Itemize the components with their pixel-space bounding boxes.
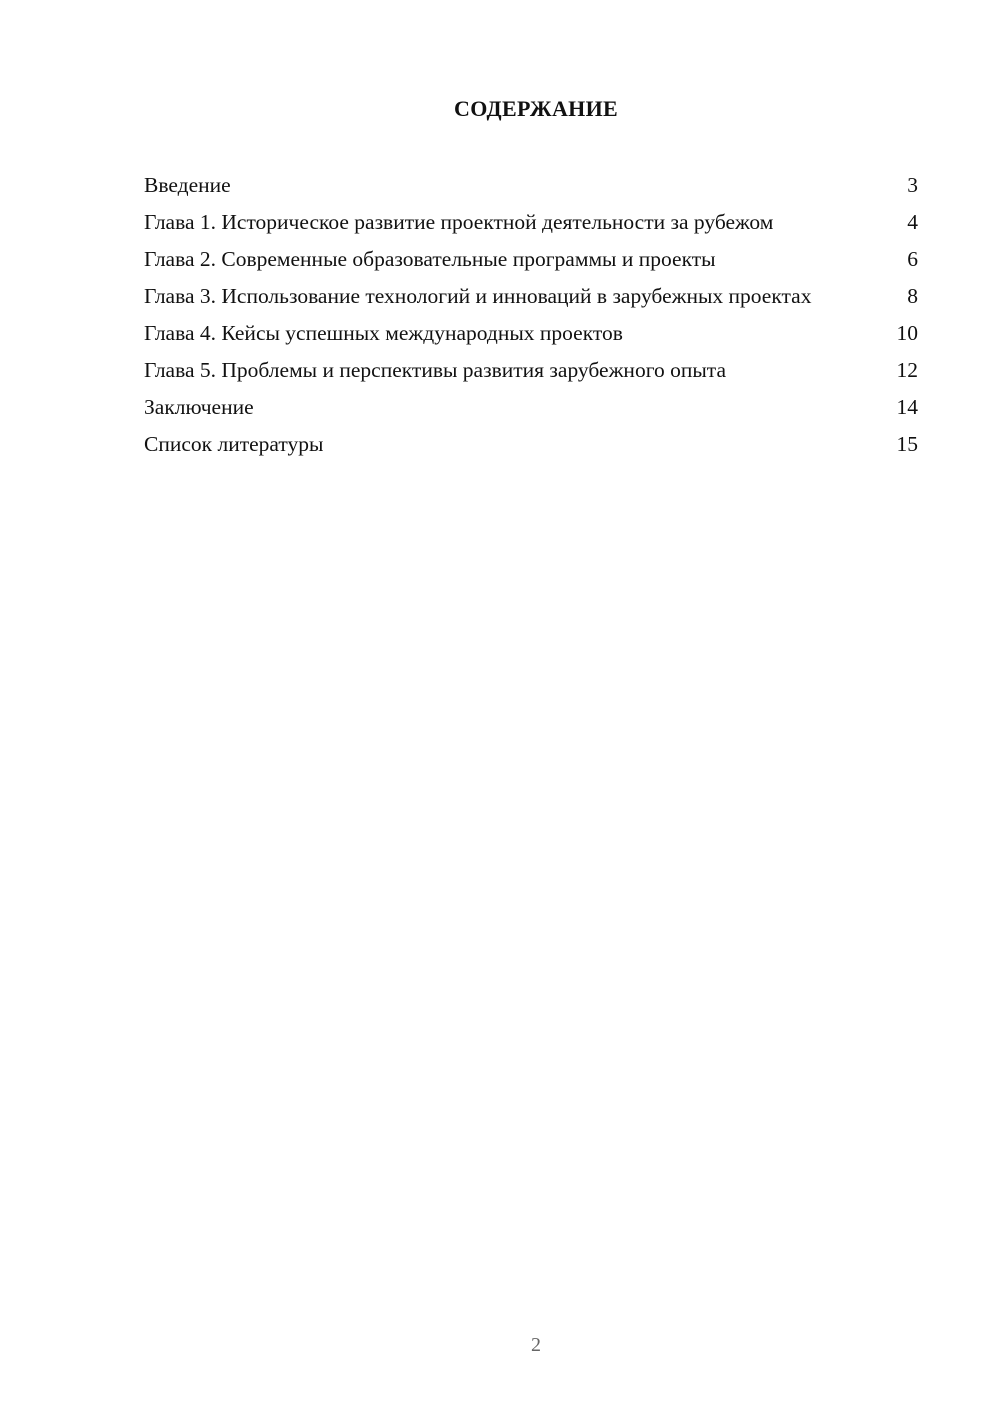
toc-entry-text: Список литературы (144, 432, 324, 456)
toc-entry-page: 10 (896, 321, 918, 345)
table-of-contents (144, 172, 918, 468)
toc-entry-chapter-4 (144, 320, 918, 347)
toc-entry-text: Глава 5. Проблемы и перспективы развития зарубежного опыта (144, 358, 727, 382)
toc-entry-page: 8 (907, 284, 918, 308)
page-title: СОДЕРЖАНИЕ (454, 96, 618, 121)
toc-entry-page: 15 (896, 432, 918, 456)
page-number: 2 (531, 1334, 541, 1356)
toc-entry-conclusion (144, 394, 918, 421)
toc-entry-text: Глава 1. Историческое развитие проектной деятельности за рубежом (144, 210, 774, 234)
toc-entry-text: Заключение (144, 395, 254, 419)
toc-entry-text: Введение (144, 173, 231, 197)
toc-entry-chapter-1 (144, 209, 918, 236)
toc-entry-text: Глава 4. Кейсы успешных международных проектов (144, 321, 623, 345)
toc-entry-references (144, 431, 918, 458)
toc-entry-page: 6 (907, 247, 918, 271)
toc-entry-introduction (144, 172, 918, 199)
toc-entry-chapter-3 (144, 283, 918, 310)
toc-entry-chapter-2 (144, 246, 918, 273)
toc-entry-page: 3 (907, 173, 918, 197)
toc-entry-text: Глава 2. Современные образовательные программы и проекты (144, 247, 716, 271)
toc-entry-page: 14 (896, 395, 918, 419)
toc-entry-chapter-5 (144, 357, 918, 384)
toc-entry-text: Глава 3. Использование технологий и инноваций в зарубежных проектах (144, 284, 812, 308)
toc-entry-page: 4 (907, 210, 918, 234)
toc-entry-page: 12 (896, 358, 918, 382)
